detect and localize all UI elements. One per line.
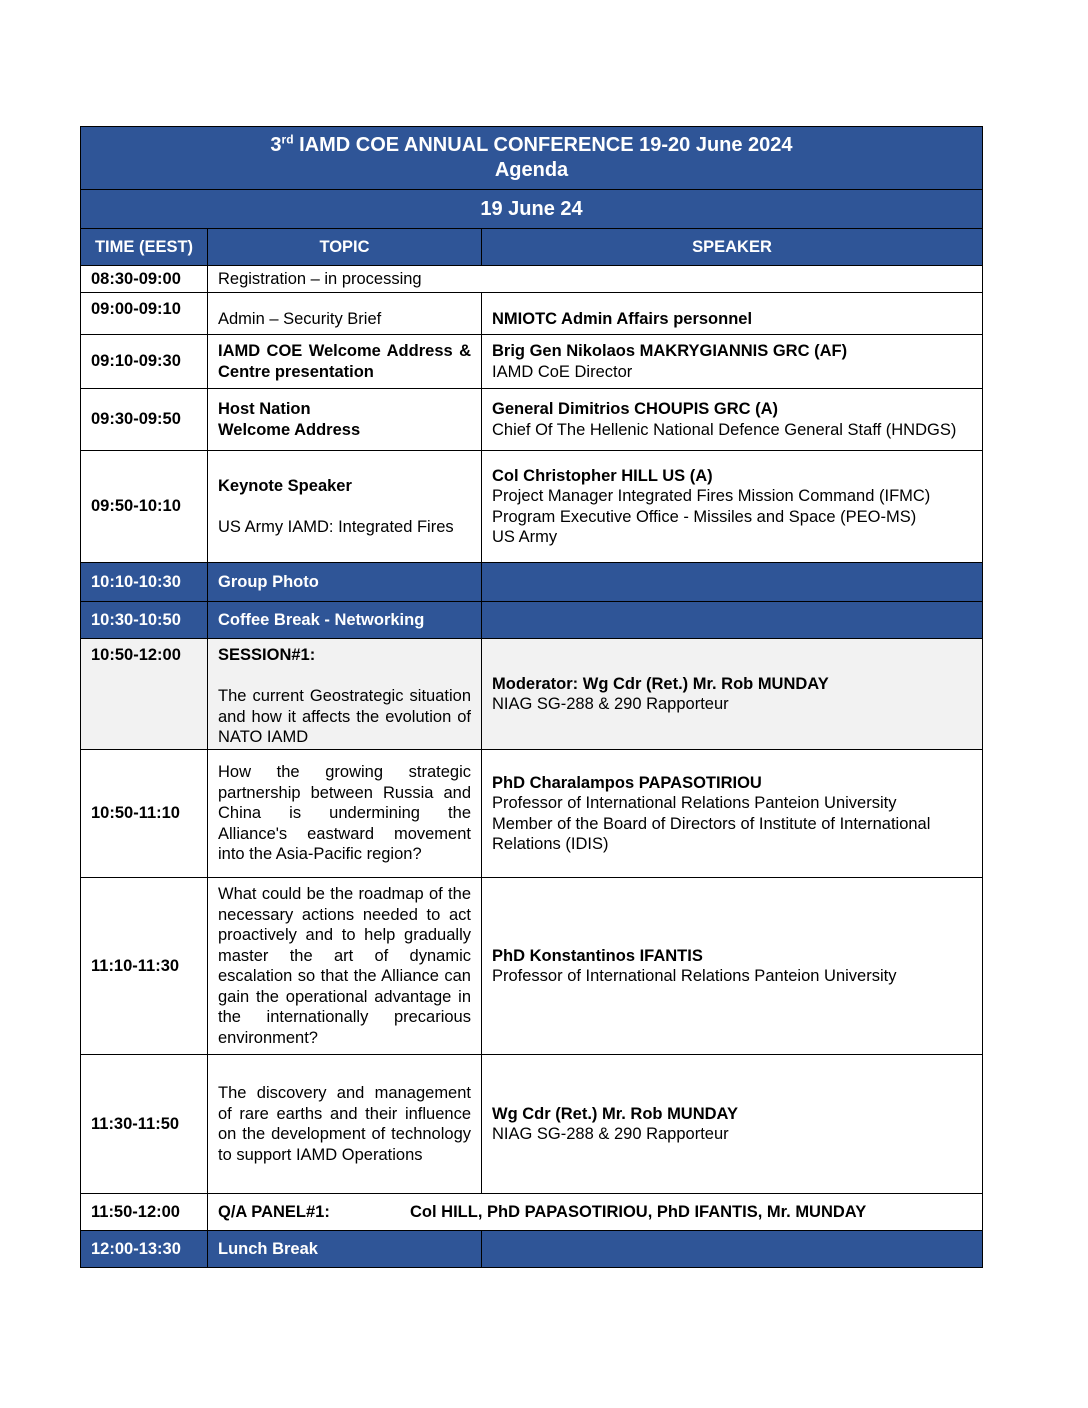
time-cell: 11:10-11:30 xyxy=(81,878,208,1055)
agenda-row xyxy=(81,335,983,389)
column-header-time: TIME (EEST) xyxy=(81,229,208,266)
moderator-name: Moderator: Wg Cdr (Ret.) Mr. Rob MUNDAY xyxy=(492,674,829,693)
agenda-row xyxy=(81,750,983,878)
session-title: SESSION#1: xyxy=(218,646,316,664)
agenda-row xyxy=(81,389,983,451)
speaker-role: Professor of International Relations Panteion University xyxy=(492,967,897,985)
time-cell: 09:50-10:10 xyxy=(81,451,208,563)
speaker-name: Col Christopher HILL US (A) xyxy=(492,466,713,485)
topic-line: Welcome Address xyxy=(218,420,361,439)
speaker-cell xyxy=(482,602,983,639)
speaker-role: IAMD CoE Director xyxy=(492,362,633,381)
time-cell: 09:00-09:10 xyxy=(81,293,208,335)
day-row xyxy=(81,190,983,229)
title-row xyxy=(81,127,983,190)
agenda-subtitle: Agenda xyxy=(494,159,569,181)
time-cell: 10:50-12:00 xyxy=(81,639,208,750)
agenda-row xyxy=(81,1055,983,1194)
topic-cell xyxy=(208,639,482,750)
conference-title: 3rd IAMD COE ANNUAL CONFERENCE 19-20 June 2024 xyxy=(270,132,793,156)
topic-cell: How the growing strategic partnership between Russia and China is undermining the Alliance's eastward movement into the Asia-Pacific region? xyxy=(208,750,482,878)
speaker-cell xyxy=(482,1055,983,1194)
speaker-cell xyxy=(482,1231,983,1268)
column-header-topic: TOPIC xyxy=(208,229,482,266)
panel-title: Q/A PANEL#1: xyxy=(218,1202,330,1221)
topic-subtitle: US Army IAMD: Integrated Fires xyxy=(218,517,454,536)
title-cell xyxy=(81,127,983,190)
panel-row xyxy=(81,1194,983,1231)
speaker-name: Brig Gen Nikolaos MAKRYGIANNIS GRC (AF) xyxy=(492,342,848,360)
topic-cell: IAMD COE Welcome Address & Centre presentation xyxy=(208,335,482,389)
topic-cell: Registration – in processing xyxy=(208,266,983,293)
speaker-cell xyxy=(482,878,983,1055)
topic-cell xyxy=(208,451,482,563)
panel-participants: Col HILL, PhD PAPASOTIRIOU, PhD IFANTIS, Mr. MUNDAY xyxy=(410,1202,867,1221)
agenda-row xyxy=(81,266,983,293)
topic-line: Host Nation xyxy=(218,400,311,418)
speaker-cell xyxy=(482,750,983,878)
speaker-name: Wg Cdr (Ret.) Mr. Rob MUNDAY xyxy=(492,1104,738,1123)
time-cell: 08:30-09:00 xyxy=(81,266,208,293)
time-cell: 11:30-11:50 xyxy=(81,1055,208,1194)
agenda-row xyxy=(81,293,983,335)
speaker-role: Project Manager Integrated Fires Mission Command (IFMC) xyxy=(492,487,931,505)
agenda-row-highlight xyxy=(81,1231,983,1268)
time-cell: 10:50-11:10 xyxy=(81,750,208,878)
time-cell: 12:00-13:30 xyxy=(81,1231,208,1268)
agenda-row xyxy=(81,878,983,1055)
topic-title: Keynote Speaker xyxy=(218,476,352,495)
time-cell: 11:50-12:00 xyxy=(81,1194,208,1231)
speaker-cell xyxy=(482,563,983,602)
panel-cell xyxy=(208,1194,983,1231)
time-cell: 10:10-10:30 xyxy=(81,563,208,602)
agenda-row xyxy=(81,451,983,563)
speaker-cell xyxy=(482,389,983,451)
speaker-role: Program Executive Office - Missiles and Space (PEO-MS) xyxy=(492,507,917,526)
time-cell: 10:30-10:50 xyxy=(81,602,208,639)
speaker-role: Professor of International Relations Panteion University xyxy=(492,794,897,812)
speaker-name: NMIOTC Admin Affairs personnel xyxy=(482,293,983,335)
session-description: The current Geostrategic situation and how it affects the evolution of NATO IAMD xyxy=(218,687,471,746)
session-row xyxy=(81,639,983,750)
speaker-cell xyxy=(482,335,983,389)
topic-cell: Lunch Break xyxy=(208,1231,482,1268)
speaker-name: PhD Konstantinos IFANTIS xyxy=(492,946,703,965)
topic-cell: Group Photo xyxy=(208,563,482,602)
topic-cell: Coffee Break - Networking xyxy=(208,602,482,639)
column-header-speaker: SPEAKER xyxy=(482,229,983,266)
speaker-role: US Army xyxy=(492,528,558,546)
agenda-table xyxy=(80,126,983,1268)
time-cell: 09:30-09:50 xyxy=(81,389,208,451)
time-cell: 09:10-09:30 xyxy=(81,335,208,389)
speaker-role: Chief Of The Hellenic National Defence General Staff (HNDGS) xyxy=(492,420,957,439)
topic-cell xyxy=(208,389,482,451)
speaker-role: Member of the Board of Directors of Institute of International Relations (IDIS) xyxy=(492,814,931,853)
topic-cell: What could be the roadmap of the necessary actions needed to act proactively and to help gradually master the art of dynamic escalation so that the Alliance can gain the operational advantage in the internationally precarious environment? xyxy=(208,878,482,1055)
day-heading: 19 June 24 xyxy=(81,190,983,229)
speaker-cell xyxy=(482,451,983,563)
agenda-row-highlight xyxy=(81,563,983,602)
speaker-role: NIAG SG-288 & 290 Rapporteur xyxy=(492,1125,729,1143)
speaker-name: General Dimitrios CHOUPIS GRC (A) xyxy=(492,400,779,418)
agenda-row-highlight xyxy=(81,602,983,639)
topic-cell: Admin – Security Brief xyxy=(208,293,482,335)
speaker-role: NIAG SG-288 & 290 Rapporteur xyxy=(492,695,729,713)
topic-cell: The discovery and management of rare earths and their influence on the development of technology to support IAMD Operations xyxy=(208,1055,482,1194)
speaker-cell xyxy=(482,639,983,750)
column-header-row xyxy=(81,229,983,266)
speaker-name: PhD Charalampos PAPASOTIRIOU xyxy=(492,773,762,792)
